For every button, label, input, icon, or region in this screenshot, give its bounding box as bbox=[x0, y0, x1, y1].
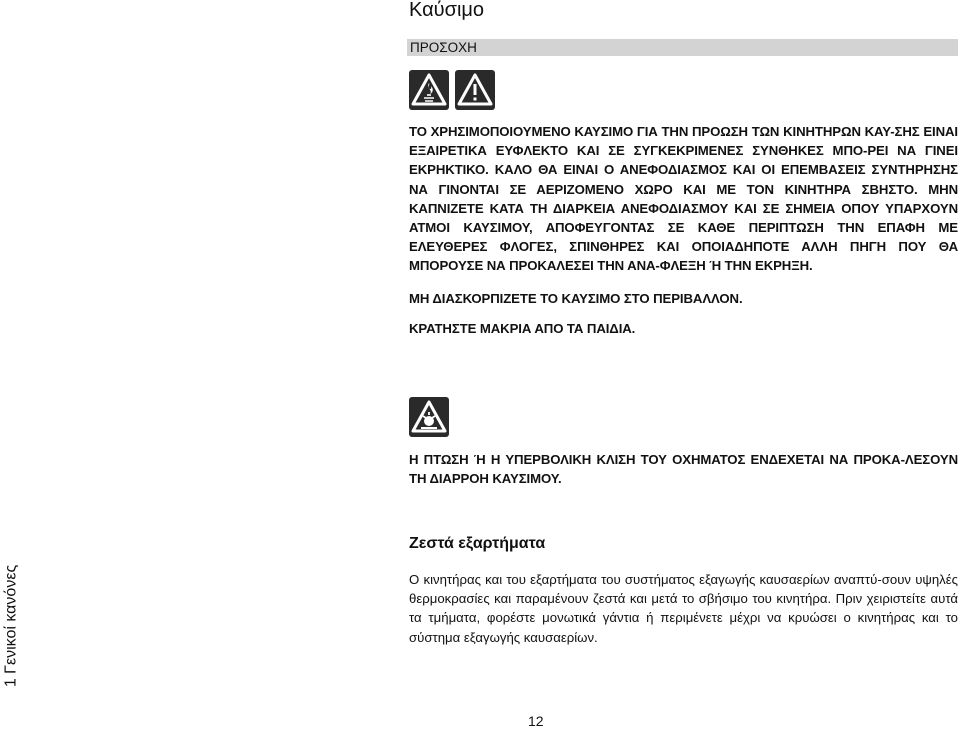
section-title: Καύσιμο bbox=[409, 0, 485, 21]
no-spill-warning: ΜΗ ΔΙΑΣΚΟΡΠΙΖΕΤΕ ΤΟ ΚΑΥΣΙΜΟ ΣΤΟ ΠΕΡΙΒΑΛΛΟΝ. bbox=[409, 291, 743, 306]
page-number: 12 bbox=[528, 713, 544, 729]
side-chapter-label bbox=[0, 553, 22, 700]
tilt-warning-icon bbox=[409, 397, 449, 437]
hot-parts-paragraph: Ο κινητήρας και του εξαρτήματα του συστήματος εξαγωγής καυσαερίων αναπτύ-σουν υψηλές θερμοκρασίες και παραμένουν ζεστά και μετά το σβήσιμο του κινητήρα. Πριν χειριστείτε αυτά τα τμήματα, φορέστε μονωτικά γάντια ή περιμένετε μέχρι να κρυώσει ο κινητήρας και το σύστημα εξαγωγής καυσαερίων. bbox=[409, 572, 958, 645]
tilt-warning-text: Η ΠΤΩΣΗ Ή Η ΥΠΕΡΒΟΛΙΚΗ ΚΛΙΣΗ ΤΟΥ ΟΧΗΜΑΤΟΣ ΕΝΔΕΧΕΤΑΙ ΝΑ ΠΡΟΚΑ-ΛΕΣΟΥΝ ΤΗ ΔΙΑΡΡΟΗ ΚΑΥΣΙΜΟΥ. bbox=[409, 452, 958, 487]
caution-label: ΠΡΟΣΟΧΗ bbox=[410, 40, 477, 55]
children-warning: ΚΡΑΤΗΣΤΕ ΜΑΚΡΙΑ ΑΠΟ ΤΑ ΠΑΙΔΙΑ. bbox=[409, 321, 636, 336]
hot-parts-title: Ζεστά εξαρτήματα bbox=[409, 535, 546, 552]
caution-banner bbox=[407, 39, 958, 56]
general-warning-icon bbox=[455, 70, 495, 110]
fuel-warning-text: ΤΟ ΧΡΗΣΙΜΟΠΟΙΟΥΜΕΝΟ ΚΑΥΣΙΜΟ ΓΙΑ ΤΗΝ ΠΡΟΩΣΗ ΤΩΝ ΚΙΝΗΤΗΡΩΝ ΚΑΥ-ΣΗΣ ΕΙΝΑΙ ΕΞΑΙΡΕΤΙΚΑ ΕΥΦΛΕΚΤΟ ΚΑΙ ΣΕ ΣΥΓΚΕΚΡΙΜΕΝΕΣ ΣΥΝΘΗΚΕΣ ΜΠΟ-ΡΕΙ ΝΑ ΓΙΝΕΙ ΕΚΡΗΚΤΙΚΟ. ΚΑΛΟ ΘΑ ΕΙΝΑΙ Ο ΑΝΕΦΟΔΙΑΣΜΟΣ ΚΑΙ ΟΙ ΕΠΕΜΒΑΣΕΙΣ ΣΥΝΤΗΡΗΣΗΣ ΝΑ ΓΙΝΟΝΤΑΙ ΣΕ ΑΕΡΙΖΟΜΕΝΟ ΧΩΡΟ ΚΑΙ ΜΕ ΤΟΝ ΚΙΝΗΤΗΡΑ ΣΒΗΣΤΟ. ΜΗΝ ΚΑΠΝΙΖΕΤΕ ΚΑΤΑ ΤΗ ΔΙΑΡΚΕΙΑ ΑΝΕΦΟΔΙΑΣΜΟΥ ΚΑΙ ΣΕ ΣΗΜΕΙΑ ΟΠΟΥ ΥΠΑΡΧΟΥΝ ΑΤΜΟΙ ΚΑΥΣΙΜΟΥ, ΑΠΟΦΕΥΓΟΝΤΑΣ ΣΕ ΚΑΘΕ ΠΕΡΙΠΤΩΣΗ ΤΗΝ ΕΠΑΦΗ ΜΕ ΕΛΕΥΘΕΡΕΣ ΦΛΟΓΕΣ, ΣΠΙΝΘΗΡΕΣ ΚΑΙ ΟΠΟΙΑΔΗΠΟΤΕ ΑΛΛΗ ΠΗΓΗ ΠΟΥ ΘΑ ΜΠΟΡΟΥΣΕ ΝΑ ΠΡΟΚΑΛΕΣΕΙ ΤΗΝ ΑΝΑ-ΦΛΕΞΗ Ή ΤΗΝ ΕΚΡΗΞΗ. bbox=[409, 124, 958, 274]
fire-warning-icon bbox=[409, 70, 449, 110]
side-chapter-text: 1 Γενικοί κανόνες bbox=[2, 564, 20, 688]
